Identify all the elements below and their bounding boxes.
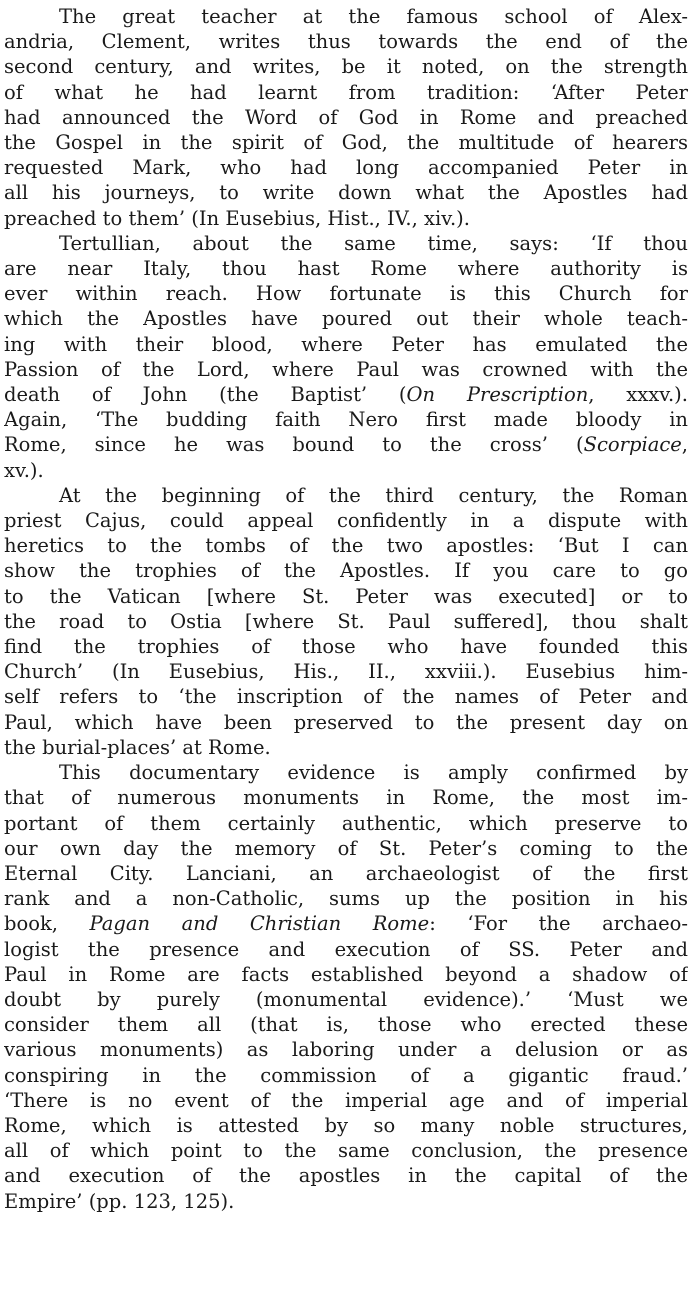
italic-title: On Prescription (406, 383, 589, 407)
text-line (4, 962, 688, 987)
text-run: show the trophies of the Apostles. If you care to go (4, 559, 688, 583)
text-run: Passion of the Lord, where Paul was crowned with the (4, 357, 688, 381)
paragraph (4, 760, 688, 1214)
text-line (4, 4, 688, 29)
text-line (4, 256, 688, 281)
text-run: various monuments) as laboring under a delusion or as (4, 1038, 688, 1062)
text-line (4, 432, 688, 457)
text-line (4, 1012, 688, 1037)
text-run: , xxxv.). (588, 383, 688, 407)
text-run: requested Mark, who had long accompanied Peter in (4, 156, 688, 180)
text-line (4, 29, 688, 54)
text-run: death of John (the Baptist’ ( (4, 383, 407, 407)
text-line (4, 54, 688, 79)
text-line (4, 710, 688, 735)
text-line (4, 659, 688, 684)
text-run: ‘There is no event of the imperial age and of imperial (4, 1088, 688, 1112)
italic-title: Pagan and Christian Rome (89, 912, 430, 936)
text-line (4, 886, 688, 911)
text-line (4, 1113, 688, 1138)
text-line (4, 1088, 688, 1113)
text-run: doubt by purely (monumental evidence).’ ‘Must we (4, 987, 688, 1011)
text-run: ing with their blood, where Peter has emulated the (4, 332, 688, 356)
text-line (4, 634, 688, 659)
text-line (4, 130, 688, 155)
text-line (4, 785, 688, 810)
text-run: that of numerous monuments in Rome, the most im- (4, 786, 688, 810)
text-line (4, 735, 688, 760)
text-run: the Gospel in the spirit of God, the multitude of hearers (4, 131, 688, 155)
text-run: second century, and writes, be it noted, on the strength (4, 55, 688, 79)
text-run: and execution of the apostles in the capital of the (4, 1164, 688, 1188)
text-line (4, 306, 688, 331)
text-run: had announced the Word of God in Rome and preached (4, 105, 688, 129)
text-run: This documentary evidence is amply confirmed by (59, 761, 688, 785)
text-line (4, 911, 688, 936)
text-line (4, 760, 688, 785)
text-line (4, 382, 688, 407)
text-line (4, 836, 688, 861)
text-run: the road to Ostia [where St. Paul suffered], thou shalt (4, 609, 688, 633)
text-run: , (681, 433, 688, 457)
text-run: heretics to the tombs of the two apostles: ‘But I can (4, 534, 688, 558)
text-line (4, 609, 688, 634)
text-run: Again, ‘The budding faith Nero first made bloody in (4, 408, 688, 432)
text-run: all his journeys, to write down what the Apostles had (4, 181, 688, 205)
text-run: Rome, since he was bound to the cross’ ( (4, 433, 584, 457)
text-line (4, 1163, 688, 1188)
text-run: Paul, which have been preserved to the present day on (4, 710, 688, 734)
text-run: priest Cajus, could appeal confidently in a dispute with (4, 509, 688, 533)
text-run: book, (4, 912, 90, 936)
text-run: Eternal City. Lanciani, an archaeologist of the first (4, 861, 688, 885)
paragraph (4, 231, 688, 483)
paragraph (4, 4, 688, 231)
paragraph (4, 483, 688, 760)
text-run: andria, Clement, writes thus towards the end of the (4, 30, 688, 54)
text-run: portant of them certainly authentic, which preserve to (4, 811, 688, 835)
text-run: find the trophies of those who have founded this (4, 635, 688, 659)
text-run: of what he had learnt from tradition: ‘After Peter (4, 80, 688, 104)
text-run: logist the presence and execution of SS. Peter and (4, 937, 688, 961)
text-line (4, 584, 688, 609)
text-run: preached to them’ (In Eusebius, Hist., IV., xiv.). (4, 206, 470, 230)
text-line (4, 155, 688, 180)
italic-title: Scorpiace (583, 433, 682, 457)
text-run: which the Apostles have poured out their whole teach- (4, 307, 688, 331)
text-line (4, 508, 688, 533)
text-line (4, 407, 688, 432)
text-run: The great teacher at the famous school of Alex- (59, 5, 688, 28)
text-run: are near Italy, thou hast Rome where authority is (4, 257, 688, 281)
text-run: Paul in Rome are facts established beyond a shadow of (4, 962, 688, 986)
text-run: the burial-places’ at Rome. (4, 735, 271, 759)
text-line (4, 231, 688, 256)
text-line (4, 684, 688, 709)
text-run: : ‘For the archaeo- (429, 912, 688, 936)
text-line (4, 1138, 688, 1163)
text-run: Tertullian, about the same time, says: ‘If thou (59, 231, 688, 255)
text-run: rank and a non-Catholic, sums up the position in his (4, 887, 688, 911)
text-run: all of which point to the same conclusion, the presence (4, 1139, 688, 1163)
text-line (4, 206, 688, 231)
text-line (4, 937, 688, 962)
text-line (4, 1189, 688, 1214)
text-run: At the beginning of the third century, the Roman (59, 483, 688, 507)
text-line (4, 483, 688, 508)
text-line (4, 332, 688, 357)
text-line (4, 861, 688, 886)
text-line (4, 1037, 688, 1062)
text-line (4, 180, 688, 205)
text-run: self refers to ‘the inscription of the names of Peter and (4, 685, 688, 709)
text-line (4, 811, 688, 836)
text-run: to the Vatican [where St. Peter was executed] or to (4, 584, 688, 608)
text-line (4, 281, 688, 306)
text-run: Rome, which is attested by so many noble structures, (4, 1113, 688, 1137)
text-line (4, 357, 688, 382)
text-run: conspiring in the commission of a gigantic fraud.’ (4, 1063, 688, 1087)
text-line (4, 458, 688, 483)
text-line (4, 533, 688, 558)
text-run: xv.). (4, 458, 44, 482)
text-run: Church’ (In Eusebius, His., II., xxviii.). Eusebius him- (4, 660, 688, 684)
text-line (4, 1063, 688, 1088)
text-run: our own day the memory of St. Peter’s coming to the (4, 836, 688, 860)
text-line (4, 558, 688, 583)
text-run: consider them all (that is, those who erected these (4, 1013, 688, 1037)
text-line (4, 80, 688, 105)
text-line (4, 105, 688, 130)
text-run: Empire’ (pp. 123, 125). (4, 1189, 235, 1213)
text-run: ever within reach. How fortunate is this Church for (4, 282, 688, 306)
text-line (4, 987, 688, 1012)
